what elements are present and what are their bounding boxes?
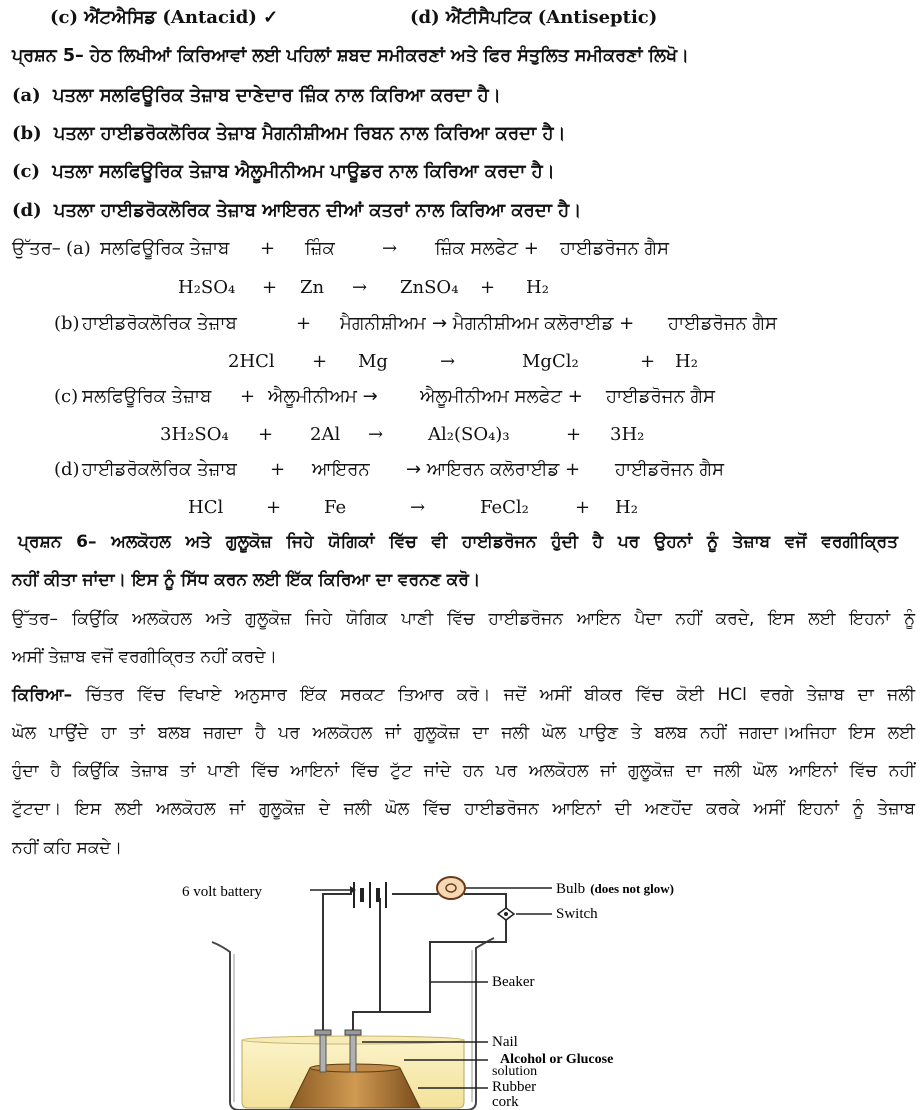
formula-term: H₂SO₄	[178, 277, 236, 298]
rubber-cork-icon	[290, 1068, 420, 1108]
reactant-2: ਐਲੂਮੀਨੀਅਮ →	[268, 386, 378, 407]
answer-label: ਉੱਤਰ–	[12, 238, 61, 259]
product-2: ਹਾਈਡਰੋਜਨ ਗੈਸ	[615, 459, 725, 480]
reactant-1: ਹਾਈਡਰੋਕਲੋਰਿਕ ਤੇਜ਼ਾਬ	[82, 459, 237, 480]
plus-sign: +	[575, 497, 591, 518]
formula-term: ZnSO₄	[400, 277, 459, 298]
q6-title-line-2: ਨਹੀਂ ਕੀਤਾ ਜਾਂਦਾ। ਇਸ ਨੂੰ ਸਿੱਧ ਕਰਨ ਲਈ ਇੱਕ ਕਿਰਿਆ ਦਾ ਵਰਨਣ ਕਰੋ।	[12, 570, 481, 590]
plus-sign: +	[312, 351, 328, 372]
formula-term: 3H₂SO₄	[160, 424, 229, 445]
activity-line-2: ਘੋਲ ਪਾਉਂਦੇ ਹਾ ਤਾਂ ਬਲਬ ਜਗਦਾ ਹੈ ਪਰ ਅਲਕੋਹਲ ਜਾਂ ਗੁਲੂਕੋਜ਼ ਦਾ ਜਲੀ ਘੋਲ ਪਾਉਣ ਤੇ ਬਲਬ ਨਹੀਂ ਜਗਦਾ।ਅਜਿਹਾ ਇਸ ਲਈ	[12, 723, 915, 743]
product-2: ਹਾਈਡਰੋਜਨ ਗੈਸ	[606, 386, 716, 407]
switch-label: Switch	[556, 906, 598, 922]
battery-label: 6 volt battery	[182, 884, 262, 900]
q5-item-b	[12, 122, 566, 146]
answer-d-word-equation	[0, 458, 921, 482]
formula-term: Zn	[300, 277, 325, 298]
bulb-note: (does not glow)	[590, 881, 674, 896]
bulb-label-text: Bulb	[556, 881, 586, 897]
q5-item-text: ਪਤਲਾ ਹਾਈਡਰੋਕਲੋਰਿਕ ਤੇਜ਼ਾਬ ਆਇਰਨ ਦੀਆਂ ਕਤਰਾਂ ਨਾਲ ਕਿਰਿਆ ਕਰਦਾ ਹੈ।	[53, 200, 582, 221]
q5-item-c	[12, 160, 555, 184]
option-c	[50, 6, 278, 30]
answer-b-formula	[0, 350, 921, 374]
solution-label-2: solution	[492, 1064, 538, 1079]
plus-sign: +	[240, 386, 256, 407]
activity-line-3: ਹੁੰਦਾ ਹੈ ਕਿਉਂਕਿ ਤੇਜ਼ਾਬ ਤਾਂ ਪਾਣੀ ਵਿੱਚ ਆਇਨਾਂ ਵਿੱਚ ਟੁੱਟ ਜਾਂਦੇ ਹਨ ਪਰ ਅਲਕੋਹਲ ਜਾਂ ਗੁਲੂਕੋਜ਼ ਦਾ ਜਲੀ ਘੋਲ ਆਇਨਾਂ ਵਿੱਚ ਨਹੀਂ	[12, 761, 915, 781]
formula-term: Mg	[358, 351, 388, 372]
activity-line-4: ਟੁੱਟਦਾ। ਇਸ ਲਈ ਅਲਕੋਹਲ ਜਾਂ ਗੁਲੂਕੋਜ਼ ਦੇ ਜਲੀ ਘੋਲ ਵਿੱਚ ਹਾਈਡਰੋਜਨ ਆਇਨਾਂ ਦੀ ਅਣਹੋਂਦ ਕਰਕੇ ਅਸੀਂ ਇਹਨਾਂ ਨੂੰ ਤੇਜ਼ਾਬ	[12, 799, 915, 819]
q5-item-label: (b)	[12, 123, 42, 144]
reactant-2: ਆਇਰਨ	[312, 459, 370, 480]
q5-item-label: (d)	[12, 200, 42, 221]
check-mark-icon: ✓	[263, 7, 279, 28]
formula-term: HCl	[188, 497, 224, 518]
arrow-icon: →	[410, 497, 426, 518]
answer-d-formula	[0, 496, 921, 520]
q5-item-d	[12, 199, 581, 223]
product-2: ਹਾਈਡਰੋਜਨ ਗੈਸ	[668, 313, 778, 334]
solution-label-1: Alcohol or Glucose	[500, 1052, 614, 1067]
formula-term: 2Al	[310, 424, 341, 445]
formula-term: H₂	[615, 497, 638, 518]
product-1: ਐਲੂਮੀਨੀਅਮ ਸਲਫੇਟ +	[420, 386, 583, 407]
beaker-label: Beaker	[492, 974, 535, 990]
reactant-1: ਹਾਈਡਰੋਕਲੋਰਿਕ ਤੇਜ਼ਾਬ	[82, 313, 237, 334]
plus-sign: +	[262, 277, 278, 298]
reactant-1: ਸਲਫਿਊਰਿਕ ਤੇਜ਼ਾਬ	[82, 386, 212, 407]
product-1: → ਆਇਰਨ ਕਲੋਰਾਈਡ +	[406, 459, 581, 480]
reactant-1: ਸਲਫਿਊਰਿਕ ਤੇਜ਼ਾਬ	[100, 238, 230, 259]
q5-title: ਪ੍ਰਸ਼ਨ 5– ਹੇਠ ਲਿਖੀਆਂ ਕਿਰਿਆਵਾਂ ਲਈ ਪਹਿਲਾਂ ਸ਼ਬਦ ਸਮੀਕਰਣਾਂ ਅਤੇ ਫਿਰ ਸੰਤੁਲਿਤ ਸਮੀਕਰਣਾਂ ਲਿਖੋ।	[12, 46, 689, 66]
answer-c-word-equation	[0, 385, 921, 409]
cork-label-1: Rubber	[492, 1079, 537, 1095]
nail-label: Nail	[492, 1034, 518, 1050]
plus-sign: +	[296, 313, 312, 334]
arrow-icon: →	[368, 424, 384, 445]
plus-sign: +	[260, 238, 276, 259]
answer-b-word-equation	[0, 312, 921, 336]
bulb-label	[556, 881, 674, 897]
formula-term: MgCl₂	[522, 351, 579, 372]
arrow-icon: →	[382, 238, 398, 259]
answer-item-label: (a)	[66, 238, 91, 259]
formula-term: Fe	[324, 497, 347, 518]
formula-term: FeCl₂	[480, 497, 529, 518]
formula-term: 3H₂	[610, 424, 645, 445]
circuit-diagram	[0, 870, 921, 1110]
bulb-icon	[437, 877, 465, 899]
option-c-text: (c) ਐਂਟਐਸਿਡ (Antacid)	[50, 7, 257, 28]
product-1: → ਮੈਗਨੀਸ਼ੀਅਮ ਕਲੋਰਾਈਡ +	[432, 313, 635, 334]
formula-term: H₂	[526, 277, 549, 298]
activity-label: ਕਿਰਿਆ–	[12, 685, 73, 705]
answer-item-label: (b)	[54, 313, 80, 334]
arrow-icon: →	[352, 277, 368, 298]
answer-item-label: (d)	[54, 459, 80, 480]
answer-item-label: (c)	[54, 386, 79, 407]
switch-icon	[498, 908, 514, 920]
option-d: (d) ਐਂਟੀਸੈਪਟਿਕ (Antiseptic)	[410, 7, 658, 28]
q5-item-label: (c)	[12, 161, 40, 182]
reactant-2: ਜ਼ਿੰਕ	[305, 238, 335, 259]
product-2: ਹਾਈਡਰੋਜਨ ਗੈਸ	[560, 238, 670, 259]
q6-title-line-1: ਪ੍ਰਸ਼ਨ 6– ਅਲਕੋਹਲ ਅਤੇ ਗੁਲੂਕੋਜ਼ ਜਿਹੇ ਯੋਗਿਕਾਂ ਵਿੱਚ ਵੀ ਹਾਈਡਰੋਜਨ ਹੁੰਦੀ ਹੈ ਪਰ ਉਹਨਾਂ ਨੂੰ ਤੇਜ਼ਾਬ ਵਜੋਂ ਵਰਗੀਕ੍ਰਿਤ	[18, 532, 898, 552]
product-1: ਜ਼ਿੰਕ ਸਲਫੇਟ +	[435, 238, 539, 259]
activity-text: ਚਿੱਤਰ ਵਿੱਚ ਵਿਖਾਏ ਅਨੁਸਾਰ ਇੱਕ ਸਰਕਟ ਤਿਆਰ ਕਰੋ। ਜਦੋਂ ਅਸੀਂ ਬੀਕਰ ਵਿੱਚ ਕੋਈ HCl ਵਰਗੇ ਤੇਜ਼ਾਬ ਦਾ ਜਲੀ	[85, 685, 915, 705]
q5-item-label: (a)	[12, 85, 41, 106]
plus-sign: +	[566, 424, 582, 445]
formula-term: 2HCl	[228, 351, 275, 372]
battery-icon	[354, 882, 386, 908]
formula-term: H₂	[675, 351, 698, 372]
q5-item-text: ਪਤਲਾ ਹਾਈਡਰੋਕਲੋਰਿਕ ਤੇਜ਼ਾਬ ਮੈਗਨੀਸ਼ੀਅਮ ਰਿਬਨ ਨਾਲ ਕਿਰਿਆ ਕਰਦਾ ਹੈ।	[53, 123, 566, 144]
reactant-2: ਮੈਗਨੀਸ਼ੀਅਮ	[340, 313, 426, 334]
plus-sign: +	[270, 459, 286, 480]
activity-line-1	[12, 683, 915, 707]
formula-term: Al₂(SO₄)₃	[428, 424, 510, 445]
q6-answer-line-1	[12, 607, 915, 631]
answer-c-formula	[0, 423, 921, 447]
plus-sign: +	[640, 351, 656, 372]
cork-label-2: cork	[492, 1094, 519, 1110]
answer-a-formula	[0, 276, 921, 300]
plus-sign: +	[266, 497, 282, 518]
q5-item-text: ਪਤਲਾ ਸਲਫਿਊਰਿਕ ਤੇਜ਼ਾਬ ਦਾਣੇਦਾਰ ਜ਼ਿੰਕ ਨਾਲ ਕਿਰਿਆ ਕਰਦਾ ਹੈ।	[52, 85, 501, 106]
plus-sign: +	[480, 277, 496, 298]
q5-item-text: ਪਤਲਾ ਸਲਫਿਊਰਿਕ ਤੇਜ਼ਾਬ ਐਲੂਮੀਨੀਅਮ ਪਾਊਡਰ ਨਾਲ ਕਿਰਿਆ ਕਰਦਾ ਹੈ।	[52, 161, 555, 182]
q6-answer-line-2: ਅਸੀਂ ਤੇਜ਼ਾਬ ਵਜੋਂ ਵਰਗੀਕ੍ਰਿਤ ਨਹੀਂ ਕਰਦੇ।	[12, 647, 277, 667]
arrow-icon: →	[440, 351, 456, 372]
answer-a-word-equation	[0, 237, 921, 261]
plus-sign: +	[258, 424, 274, 445]
answer-label: ਉੱਤਰ–	[12, 609, 59, 629]
activity-line-5: ਨਹੀਂ ਕਹਿ ਸਕਦੇ।	[12, 838, 123, 858]
answer-text: ਕਿਉਂਕਿ ਅਲਕੋਹਲ ਅਤੇ ਗੁਲੂਕੋਜ਼ ਜਿਹੇ ਯੋਗਿਕ ਪਾਣੀ ਵਿੱਚ ਹਾਈਡਰੋਜਨ ਆਇਨ ਪੈਦਾ ਨਹੀਂ ਕਰਦੇ, ਇਸ ਲਈ ਇਹਨਾਂ ਨੂੰ	[71, 609, 915, 629]
q5-item-a	[12, 84, 501, 108]
